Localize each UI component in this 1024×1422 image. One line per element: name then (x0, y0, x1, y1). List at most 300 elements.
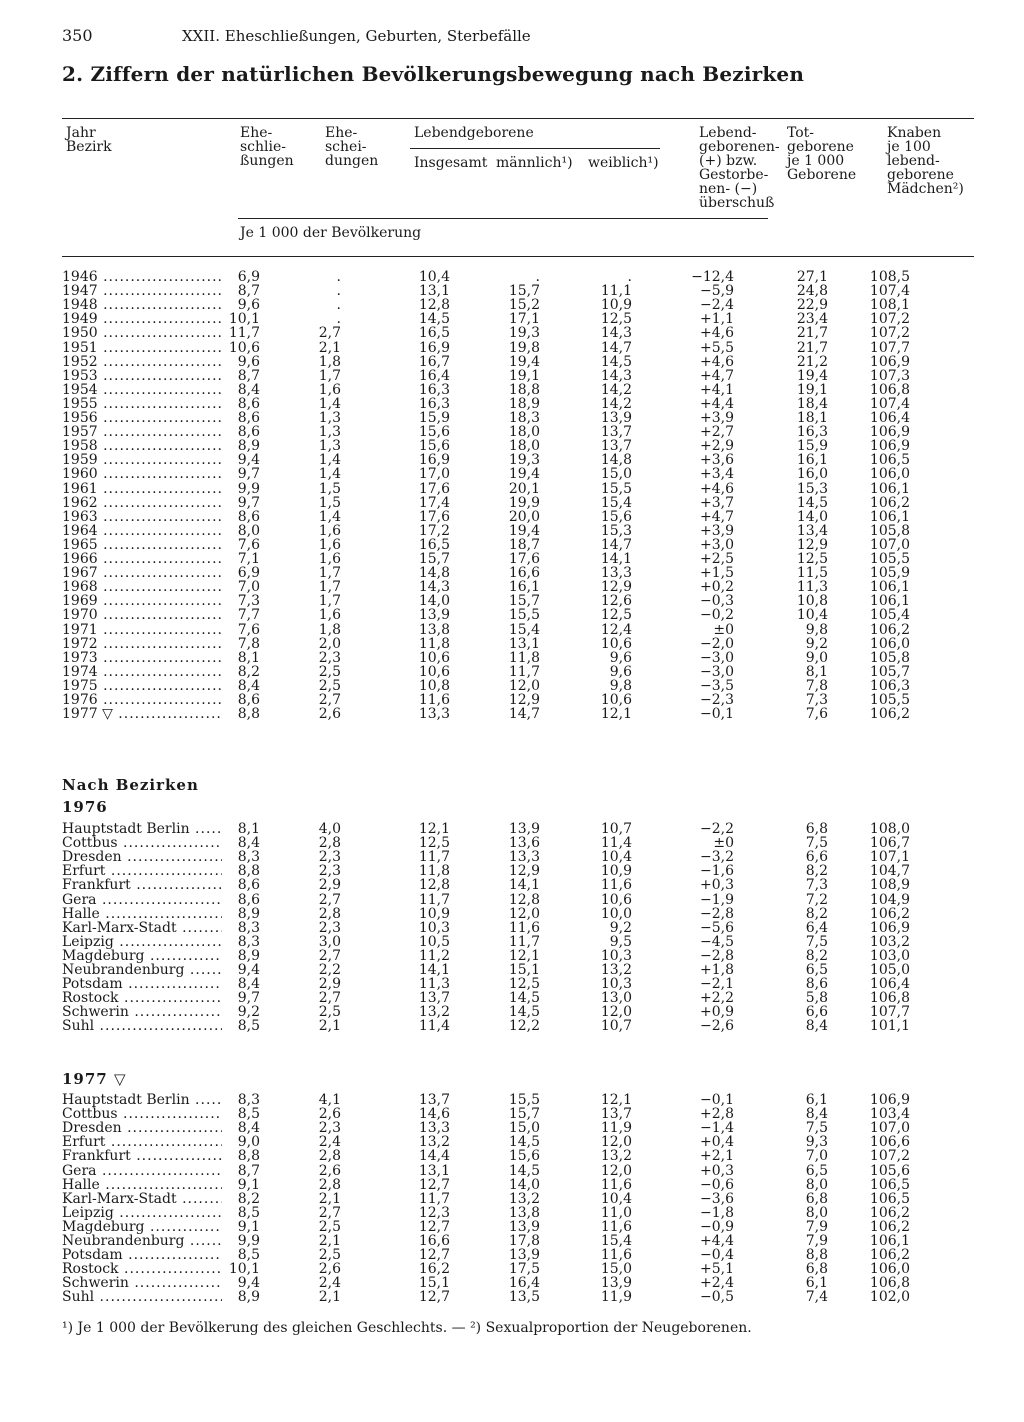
row-label: Suhl ..... (62, 1019, 222, 1033)
cell-ueberschuss: +1,8 (700, 962, 734, 978)
table-row (0, 991, 1024, 1005)
cell-totgeborene: 6,6 (805, 849, 828, 866)
cell-totgeborene: 8,2 (805, 863, 828, 880)
cell-totgeborene: 7,3 (805, 692, 828, 708)
row-label: Leipzig ..... (62, 1206, 222, 1220)
cell-weiblich: 12,1 (600, 1092, 632, 1108)
cell-eheschliessungen: 8,6 (237, 410, 260, 426)
table-row (0, 326, 1024, 340)
cell-maennlich: 18,3 (508, 410, 540, 426)
cell-maennlich: 15,7 (508, 1106, 540, 1123)
cell-maennlich: 13,9 (508, 821, 540, 837)
cell-insgesamt: 16,6 (418, 1233, 450, 1249)
unit-label: Je 1 000 der Bevölkerung (240, 225, 422, 241)
cell-eheschliessungen: 9,6 (237, 297, 260, 314)
table-row (0, 425, 1024, 439)
row-label: 1965 ..... (62, 538, 222, 552)
cell-ehescheidungen: 2,8 (318, 905, 341, 922)
cell-weiblich: 12,0 (600, 1134, 632, 1151)
cell-totgeborene: 11,5 (796, 565, 828, 582)
cell-ehescheidungen: 4,1 (318, 1092, 341, 1108)
cell-ehescheidungen: 1,3 (318, 438, 341, 455)
cell-ueberschuss: −0,2 (700, 607, 734, 624)
col-header-knaben: Knaben je 100 lebend- geborene Mädchen²) (887, 125, 964, 197)
cell-maennlich: 16,6 (508, 565, 540, 582)
cell-totgeborene: 19,4 (796, 367, 828, 384)
cell-insgesamt: 12,1 (418, 821, 450, 837)
table-row (0, 822, 1024, 836)
cell-maennlich: 15,2 (508, 297, 540, 314)
row-label: 1970 ..... (62, 608, 222, 622)
row-label: Schwerin ..... (62, 1276, 222, 1290)
cell-ueberschuss: −3,5 (700, 677, 734, 694)
cell-totgeborene: 15,3 (796, 480, 828, 497)
row-label: 1966 ..... (62, 552, 222, 566)
cell-weiblich: 13,7 (600, 424, 632, 441)
cell-maennlich: 13,5 (508, 1289, 540, 1306)
cell-ehescheidungen: 3,0 (318, 933, 341, 950)
cell-ueberschuss: +2,7 (700, 424, 734, 441)
table-row (0, 1093, 1024, 1107)
cell-ehescheidungen: 2,7 (318, 1204, 341, 1221)
cell-weiblich: 12,1 (600, 706, 632, 723)
cell-ehescheidungen: 1,8 (318, 621, 341, 638)
cell-eheschliessungen: 9,4 (237, 962, 260, 978)
cell-insgesamt: 10,8 (418, 677, 450, 694)
cell-ehescheidungen: 2,5 (318, 663, 341, 680)
cell-maennlich: 11,7 (508, 663, 540, 680)
cell-eheschliessungen: 9,2 (237, 1004, 260, 1021)
cell-ueberschuss: −2,0 (700, 635, 734, 652)
table-row (0, 1248, 1024, 1262)
table-row (0, 496, 1024, 510)
cell-ehescheidungen: 2,3 (318, 863, 341, 880)
cell-insgesamt: 15,9 (418, 410, 450, 426)
cell-insgesamt: 15,1 (418, 1275, 450, 1292)
cell-weiblich: 11,6 (600, 877, 632, 894)
cell-insgesamt: 10,9 (418, 905, 450, 922)
cell-eheschliessungen: 8,6 (237, 508, 260, 525)
cell-ehescheidungen: 2,0 (318, 635, 341, 652)
cell-knaben: 105,0 (869, 962, 910, 978)
cell-knaben: 107,4 (869, 283, 910, 300)
cell-ueberschuss: +3,7 (700, 494, 734, 511)
cell-totgeborene: 12,9 (796, 536, 828, 553)
cell-ehescheidungen: 1,6 (318, 607, 341, 624)
cell-totgeborene: 6,5 (805, 1162, 828, 1179)
cell-insgesamt: 14,1 (418, 962, 450, 978)
cell-eheschliessungen: 7,6 (237, 621, 260, 638)
table-row (0, 665, 1024, 679)
cell-maennlich: 16,1 (508, 579, 540, 596)
cell-insgesamt: 16,5 (418, 536, 450, 553)
table-row (0, 538, 1024, 552)
cell-ueberschuss: −1,8 (700, 1204, 734, 1221)
table-row (0, 355, 1024, 369)
table-row (0, 623, 1024, 637)
cell-weiblich: 13,0 (600, 990, 632, 1007)
cell-knaben: 101,1 (869, 1018, 910, 1035)
cell-ehescheidungen: . (336, 297, 341, 314)
cell-insgesamt: 17,2 (418, 522, 450, 539)
cell-ehescheidungen: 1,5 (318, 494, 341, 511)
cell-eheschliessungen: 8,9 (237, 1289, 260, 1306)
cell-insgesamt: 13,2 (418, 1004, 450, 1021)
table-row (0, 707, 1024, 721)
row-label: Frankfurt ..... (62, 1149, 222, 1163)
cell-ehescheidungen: 2,7 (318, 692, 341, 708)
cell-ueberschuss: +1,1 (700, 311, 734, 328)
cell-ehescheidungen: 2,5 (318, 1218, 341, 1235)
cell-knaben: 106,2 (869, 621, 910, 638)
cell-ehescheidungen: 2,8 (318, 835, 341, 852)
cell-ueberschuss: ±0 (713, 621, 734, 638)
cell-ueberschuss: −12,4 (691, 269, 734, 285)
cell-ehescheidungen: 1,6 (318, 536, 341, 553)
cell-knaben: 106,1 (869, 1233, 910, 1249)
cell-insgesamt: 13,3 (418, 706, 450, 723)
row-label: 1948 ..... (62, 298, 222, 312)
cell-knaben: 106,0 (869, 1261, 910, 1278)
cell-weiblich: 12,5 (600, 607, 632, 624)
cell-totgeborene: 7,9 (805, 1233, 828, 1249)
cell-insgesamt: 15,6 (418, 438, 450, 455)
cell-maennlich: 15,7 (508, 283, 540, 300)
cell-weiblich: 14,3 (600, 367, 632, 384)
cell-weiblich: 12,5 (600, 311, 632, 328)
cell-maennlich: 15,7 (508, 593, 540, 610)
col-header-maennlich: männlich¹) (496, 155, 573, 171)
row-label: 1949 ..... (62, 312, 222, 326)
cell-insgesamt: 12,7 (418, 1218, 450, 1235)
cell-maennlich: 11,6 (508, 919, 540, 936)
cell-knaben: 106,1 (869, 579, 910, 596)
cell-insgesamt: 15,6 (418, 424, 450, 441)
row-label: 1976 ..... (62, 693, 222, 707)
table-row (0, 921, 1024, 935)
cell-knaben: 105,5 (869, 692, 910, 708)
cell-ueberschuss: +0,9 (700, 1004, 734, 1021)
cell-ueberschuss: −2,8 (700, 947, 734, 964)
cell-ehescheidungen: 1,4 (318, 452, 341, 469)
cell-totgeborene: 8,8 (805, 1247, 828, 1264)
cell-knaben: 106,1 (869, 480, 910, 497)
table-title: 2. Ziffern der natürlichen Bevölkerungsbewegung nach Bezirken (62, 62, 805, 86)
cell-ehescheidungen: 2,8 (318, 1148, 341, 1165)
row-label: Erfurt ..... (62, 864, 222, 878)
cell-knaben: 106,9 (869, 424, 910, 441)
row-label: Schwerin ..... (62, 1005, 222, 1019)
cell-ehescheidungen: 2,3 (318, 649, 341, 666)
cell-weiblich: 15,0 (600, 466, 632, 483)
row-label: 1968 ..... (62, 580, 222, 594)
cell-insgesamt: 16,3 (418, 395, 450, 412)
cell-totgeborene: 8,6 (805, 976, 828, 993)
row-label: 1961 ..... (62, 482, 222, 496)
cell-ueberschuss: −3,2 (700, 849, 734, 866)
cell-ueberschuss: −5,9 (700, 283, 734, 300)
cell-totgeborene: 7,3 (805, 877, 828, 894)
table-row (0, 864, 1024, 878)
cell-eheschliessungen: 8,4 (237, 381, 260, 398)
cell-maennlich: 20,1 (508, 480, 540, 497)
cell-insgesamt: 17,0 (418, 466, 450, 483)
row-label: Hauptstadt Berlin ..... (62, 1093, 222, 1107)
cell-totgeborene: 6,8 (805, 1190, 828, 1207)
top-rule (62, 118, 974, 119)
cell-ehescheidungen: 2,4 (318, 1134, 341, 1151)
cell-eheschliessungen: 8,3 (237, 933, 260, 950)
cell-maennlich: 14,1 (508, 877, 540, 894)
cell-maennlich: 15,6 (508, 1148, 540, 1165)
cell-totgeborene: 16,1 (796, 452, 828, 469)
cell-eheschliessungen: 8,4 (237, 835, 260, 852)
cell-weiblich: 11,1 (600, 283, 632, 300)
cell-knaben: 107,3 (869, 367, 910, 384)
table-row (0, 1206, 1024, 1220)
cell-maennlich: 19,4 (508, 353, 540, 370)
table-row (0, 963, 1024, 977)
table-row (0, 651, 1024, 665)
table-row (0, 1262, 1024, 1276)
cell-maennlich: 12,0 (508, 905, 540, 922)
cell-knaben: 106,8 (869, 381, 910, 398)
cell-insgesamt: 12,8 (418, 877, 450, 894)
cell-eheschliessungen: 8,1 (237, 649, 260, 666)
cell-knaben: 104,9 (869, 891, 910, 908)
table-row (0, 397, 1024, 411)
cell-ueberschuss: +3,9 (700, 522, 734, 539)
cell-weiblich: 12,0 (600, 1004, 632, 1021)
cell-maennlich: 15,0 (508, 1120, 540, 1137)
cell-totgeborene: 6,1 (805, 1275, 828, 1292)
cell-ueberschuss: +2,2 (700, 990, 734, 1007)
cell-weiblich: 10,0 (600, 905, 632, 922)
cell-weiblich: 12,4 (600, 621, 632, 638)
cell-maennlich: 14,0 (508, 1176, 540, 1193)
table-row (0, 270, 1024, 284)
cell-knaben: 106,9 (869, 1092, 910, 1108)
cell-maennlich: 19,4 (508, 522, 540, 539)
table-row (0, 935, 1024, 949)
cell-knaben: 106,1 (869, 508, 910, 525)
cell-totgeborene: 27,1 (796, 269, 828, 285)
cell-insgesamt: 14,3 (418, 579, 450, 596)
cell-totgeborene: 21,7 (796, 325, 828, 342)
cell-eheschliessungen: 7,3 (237, 593, 260, 610)
table-row (0, 850, 1024, 864)
table-row (0, 679, 1024, 693)
cell-insgesamt: 13,7 (418, 990, 450, 1007)
cell-maennlich: 19,4 (508, 466, 540, 483)
row-label: 1964 ..... (62, 524, 222, 538)
row-label: Magdeburg ..... (62, 1220, 222, 1234)
cell-totgeborene: 23,4 (796, 311, 828, 328)
row-label: 1959 ..... (62, 453, 222, 467)
cell-totgeborene: 11,3 (796, 579, 828, 596)
cell-totgeborene: 6,4 (805, 919, 828, 936)
cell-insgesamt: 17,6 (418, 480, 450, 497)
row-label: Cottbus ..... (62, 836, 222, 850)
row-label: Dresden ..... (62, 1121, 222, 1135)
table-row (0, 411, 1024, 425)
row-label: Potsdam ..... (62, 977, 222, 991)
cell-insgesamt: 11,7 (418, 891, 450, 908)
table-row (0, 467, 1024, 481)
cell-eheschliessungen: 8,9 (237, 905, 260, 922)
table-row (0, 1276, 1024, 1290)
cell-totgeborene: 9,3 (805, 1134, 828, 1151)
cell-ehescheidungen: 2,9 (318, 877, 341, 894)
table-row (0, 524, 1024, 538)
cell-totgeborene: 7,2 (805, 891, 828, 908)
table-row (0, 1234, 1024, 1248)
cell-totgeborene: 8,0 (805, 1176, 828, 1193)
cell-ueberschuss: −0,9 (700, 1218, 734, 1235)
cell-weiblich: 13,7 (600, 438, 632, 455)
cell-weiblich: 13,7 (600, 1106, 632, 1123)
row-label: 1969 ..... (62, 594, 222, 608)
cell-weiblich: 10,7 (600, 821, 632, 837)
cell-totgeborene: 8,4 (805, 1106, 828, 1123)
cell-ehescheidungen: 2,9 (318, 976, 341, 993)
cell-ehescheidungen: . (336, 269, 341, 285)
cell-weiblich: 14,5 (600, 353, 632, 370)
cell-totgeborene: 19,1 (796, 381, 828, 398)
row-label: 1956 ..... (62, 411, 222, 425)
cell-weiblich: 9,5 (609, 933, 632, 950)
cell-eheschliessungen: 9,4 (237, 1275, 260, 1292)
cell-knaben: 106,1 (869, 593, 910, 610)
cell-ehescheidungen: . (336, 283, 341, 300)
cell-maennlich: 13,6 (508, 835, 540, 852)
cell-eheschliessungen: 8,5 (237, 1018, 260, 1035)
cell-weiblich: 13,9 (600, 1275, 632, 1292)
cell-ueberschuss: +3,4 (700, 466, 734, 483)
row-label: Karl-Marx-Stadt ..... (62, 921, 222, 935)
cell-insgesamt: 11,8 (418, 635, 450, 652)
cell-maennlich: 18,0 (508, 438, 540, 455)
cell-maennlich: 12,2 (508, 1018, 540, 1035)
chapter-title: XXII. Eheschließungen, Geburten, Sterbefälle (182, 27, 531, 45)
cell-ehescheidungen: 2,8 (318, 1176, 341, 1193)
cell-insgesamt: 10,4 (418, 269, 450, 285)
cell-knaben: 106,2 (869, 1218, 910, 1235)
row-label: 1963 ..... (62, 510, 222, 524)
cell-insgesamt: 13,2 (418, 1134, 450, 1151)
cell-weiblich: 11,6 (600, 1176, 632, 1193)
cell-insgesamt: 14,0 (418, 593, 450, 610)
cell-knaben: 103,4 (869, 1106, 910, 1123)
cell-ueberschuss: −3,0 (700, 663, 734, 680)
cell-weiblich: 10,3 (600, 976, 632, 993)
cell-ueberschuss: −2,4 (700, 297, 734, 314)
cell-totgeborene: 13,4 (796, 522, 828, 539)
cell-ueberschuss: +2,5 (700, 551, 734, 567)
row-label: Rostock ..... (62, 1262, 222, 1276)
cell-ehescheidungen: 2,5 (318, 677, 341, 694)
cell-weiblich: 11,6 (600, 1218, 632, 1235)
cell-ehescheidungen: 2,6 (318, 1162, 341, 1179)
cell-eheschliessungen: 8,4 (237, 976, 260, 993)
cell-ueberschuss: +4,1 (700, 381, 734, 398)
table-row (0, 383, 1024, 397)
cell-eheschliessungen: 10,1 (228, 1261, 260, 1278)
cell-ueberschuss: −0,1 (700, 1092, 734, 1108)
cell-eheschliessungen: 9,7 (237, 494, 260, 511)
col-header-lebendgeborene: Lebendgeborene (414, 125, 534, 141)
cell-eheschliessungen: 8,3 (237, 1092, 260, 1108)
cell-totgeborene: 14,5 (796, 494, 828, 511)
cell-eheschliessungen: 8,9 (237, 947, 260, 964)
cell-eheschliessungen: 8,8 (237, 706, 260, 723)
cell-ueberschuss: +2,1 (700, 1148, 734, 1165)
table-row (0, 608, 1024, 622)
cell-eheschliessungen: 8,5 (237, 1247, 260, 1264)
cell-eheschliessungen: 8,6 (237, 877, 260, 894)
table-row (0, 977, 1024, 991)
cell-insgesamt: 17,4 (418, 494, 450, 511)
cell-totgeborene: 5,8 (805, 990, 828, 1007)
cell-insgesamt: 16,9 (418, 339, 450, 356)
cell-knaben: 108,9 (869, 877, 910, 894)
table-row (0, 298, 1024, 312)
cell-insgesamt: 12,7 (418, 1176, 450, 1193)
cell-ueberschuss: −5,6 (700, 919, 734, 936)
cell-maennlich: 18,7 (508, 536, 540, 553)
cell-knaben: 106,8 (869, 1275, 910, 1292)
table-row (0, 836, 1024, 850)
col-header-jahr: Jahr Bezirk (66, 125, 112, 155)
cell-maennlich: 13,2 (508, 1190, 540, 1207)
cell-knaben: 105,6 (869, 1162, 910, 1179)
cell-maennlich: . (535, 269, 540, 285)
cell-ueberschuss: +4,6 (700, 325, 734, 342)
cell-totgeborene: 21,2 (796, 353, 828, 370)
cell-weiblich: . (627, 269, 632, 285)
cell-eheschliessungen: 8,7 (237, 283, 260, 300)
cell-knaben: 107,2 (869, 1148, 910, 1165)
cell-ueberschuss: +5,5 (700, 339, 734, 356)
cell-totgeborene: 7,5 (805, 933, 828, 950)
cell-totgeborene: 7,5 (805, 835, 828, 852)
cell-weiblich: 9,2 (609, 919, 632, 936)
cell-weiblich: 11,6 (600, 1247, 632, 1264)
header-bottom-rule (62, 256, 974, 257)
cell-maennlich: 13,8 (508, 1204, 540, 1221)
cell-eheschliessungen: 11,7 (228, 325, 260, 342)
cell-maennlich: 19,8 (508, 339, 540, 356)
cell-knaben: 107,1 (869, 849, 910, 866)
cell-maennlich: 18,9 (508, 395, 540, 412)
col-header-weiblich: weiblich¹) (588, 155, 659, 171)
cell-maennlich: 15,5 (508, 607, 540, 624)
cell-insgesamt: 13,1 (418, 1162, 450, 1179)
row-label: 1952 ..... (62, 355, 222, 369)
table-row (0, 1192, 1024, 1206)
cell-maennlich: 17,8 (508, 1233, 540, 1249)
cell-insgesamt: 16,2 (418, 1261, 450, 1278)
cell-eheschliessungen: 8,5 (237, 1204, 260, 1221)
cell-ueberschuss: −2,2 (700, 821, 734, 837)
cell-ueberschuss: +3,6 (700, 452, 734, 469)
cell-ueberschuss: −0,3 (700, 593, 734, 610)
cell-eheschliessungen: 8,6 (237, 395, 260, 412)
cell-knaben: 106,4 (869, 410, 910, 426)
row-label: Cottbus ..... (62, 1107, 222, 1121)
cell-ehescheidungen: 2,7 (318, 891, 341, 908)
cell-eheschliessungen: 8,5 (237, 1106, 260, 1123)
